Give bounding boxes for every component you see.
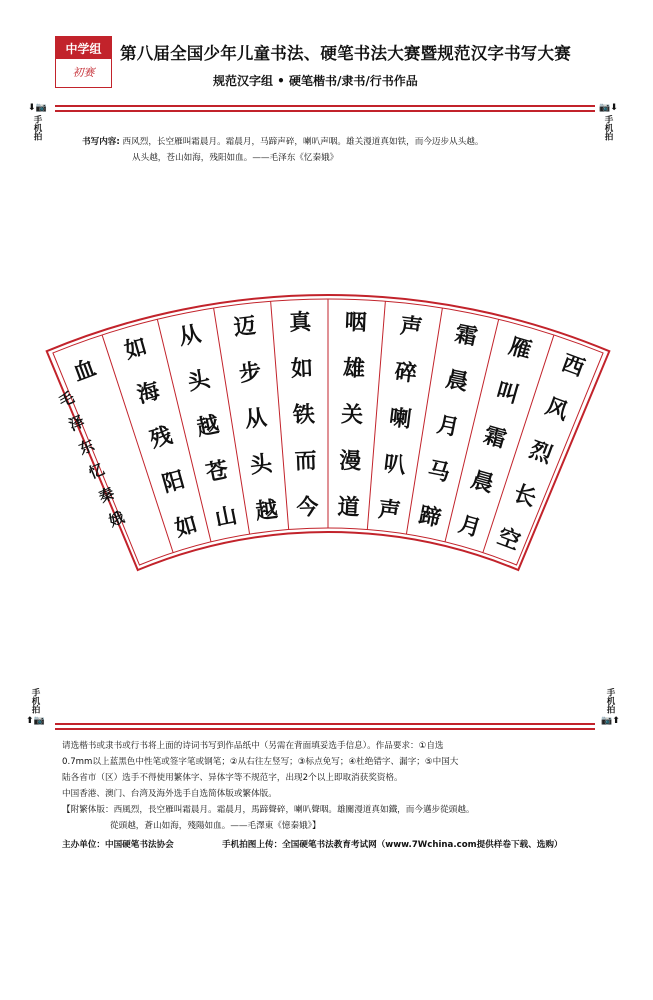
fan-character: 漫 <box>338 447 362 475</box>
badge-round-label: 初赛 <box>72 66 95 79</box>
fan-signature-character: 娥 <box>106 508 128 531</box>
fan-character: 今 <box>295 493 320 521</box>
fan-character: 苍 <box>203 456 231 487</box>
badge-group-label: 中学组 <box>56 37 111 59</box>
fan-character: 声 <box>376 496 402 525</box>
fan-character: 头 <box>248 450 274 479</box>
fan-character: 血 <box>69 354 100 387</box>
content-line-2: 从头越，苍山如海，残阳如血。——毛泽东《忆秦娥》 <box>132 153 339 163</box>
phone-shoot-label: 手机拍 <box>605 688 615 714</box>
fan-character: 喇 <box>387 404 413 433</box>
fan-signature-character: 忆 <box>86 460 108 483</box>
fan-signature-character: 东 <box>76 436 98 459</box>
fan-character: 蹄 <box>416 502 444 532</box>
fan-character: 叫 <box>493 377 522 409</box>
fan-character: 越 <box>194 411 222 442</box>
fan-character: 雁 <box>506 333 535 365</box>
fan-character: 铁 <box>292 401 316 429</box>
fan-character: 晨 <box>468 466 497 498</box>
fan-character: 海 <box>134 377 163 409</box>
content-line-1: 西风烈，长空雁叫霜晨月。霜晨月，马蹄声碎，喇叭声咽。雄关漫道真如铁，而今迈步从头越。 <box>122 137 484 147</box>
fan-character: 关 <box>340 401 364 429</box>
fan-character: 越 <box>254 496 280 525</box>
fan-character: 道 <box>336 493 361 521</box>
fan-character: 而 <box>294 447 318 475</box>
organizer: 主办单位：中国硬笔书法协会 <box>62 840 174 850</box>
fan-character: 雄 <box>342 355 366 383</box>
upload-camera-icon: ⬆📷 <box>26 715 45 726</box>
fan-character: 空 <box>493 523 524 556</box>
fan-character: 碎 <box>393 358 419 388</box>
fan-signature-character: 泽 <box>66 412 88 435</box>
fan-character: 声 <box>398 312 424 342</box>
writing-content <box>82 134 582 166</box>
camera-upload-icon: 📷⬆ <box>601 715 620 726</box>
fan-character: 晨 <box>443 366 471 396</box>
camera-download-icon: 📷⬇ <box>599 103 618 113</box>
fan-character: 阳 <box>159 466 188 498</box>
bottom-divider <box>55 723 595 730</box>
instructions-line-3: 陆各省市（区）选手不得使用繁体字、异体字等不规范字，出现2个以上即取消获奖资格。 <box>62 773 403 783</box>
fan-character: 迈 <box>232 312 258 342</box>
phone-shoot-label: 手机拍 <box>603 115 613 141</box>
traditional-version-line-1: 【附繁体版：西風烈，長空雁叫霜晨月。霜晨月，馬蹄聲碎，喇叭聲咽。雄關漫道真如鐵，而今邁步從頭越。 <box>62 805 475 815</box>
phone-shoot-label: 手机拍 <box>30 688 40 714</box>
page-subtitle: 规范汉字组 • 硬笔楷书/隶书/行书作品 <box>213 74 418 88</box>
fan-signature-character: 毛 <box>56 388 78 411</box>
fan-character: 西 <box>558 349 588 382</box>
instructions-line-2: 0.7mm以上蓝黑色中性笔或签字笔或钢笔；②从右往左竖写；③标点免写；④杜绝错字、漏字；⑤中国大 <box>62 757 459 767</box>
fan-character: 霜 <box>480 422 510 454</box>
fan-character: 从 <box>243 404 269 433</box>
fan-character: 长 <box>509 480 540 513</box>
upload-info: 手机拍图上传：全国硬笔书法教育考试网（www.7Wchina.com提供样卷下载、选购） <box>222 840 563 850</box>
page-title: 第八届全国少年儿童书法、硬笔书法大赛暨规范汉字书写大赛 <box>120 44 571 63</box>
fan-character: 马 <box>425 456 453 487</box>
download-camera-icon: ⬇📷 <box>28 103 47 113</box>
fan-character: 真 <box>288 309 312 336</box>
fan-character: 风 <box>542 393 572 426</box>
top-divider <box>55 105 595 112</box>
fan-character: 如 <box>121 333 150 365</box>
fan-character: 月 <box>434 411 462 442</box>
group-badge <box>55 36 112 88</box>
fan-character: 月 <box>455 511 484 543</box>
fan-calligraphy-sample <box>38 282 618 558</box>
fan-character: 从 <box>176 320 204 351</box>
left-camera-marker-top <box>28 103 46 141</box>
fan-character: 如 <box>172 511 201 543</box>
fan-character: 霜 <box>452 320 480 351</box>
fan-character: 如 <box>290 355 314 383</box>
fan-divider-line <box>367 301 385 529</box>
content-label: 书写内容: <box>82 137 120 147</box>
instructions <box>62 738 602 834</box>
fan-character: 烈 <box>526 436 556 469</box>
fan-signature-character: 秦 <box>96 484 118 507</box>
fan-character: 山 <box>212 502 240 532</box>
right-camera-marker-top <box>599 103 617 141</box>
traditional-version-line-2: 從頭越，蒼山如海，殘陽如血。——毛澤東《憶秦娥》】 <box>110 821 321 831</box>
instructions-line-4: 中国香港、澳门、台湾及海外选手自选简体版或繁体版。 <box>62 789 277 799</box>
fan-character: 步 <box>237 358 263 388</box>
right-camera-marker-bottom <box>601 688 619 726</box>
phone-shoot-label: 手机拍 <box>32 115 42 141</box>
instructions-line-1: 请选楷书或隶书或行书将上面的诗词书写到作品纸中（另需在背面填妥选手信息）。作品要求：①自选 <box>62 741 444 751</box>
left-camera-marker-bottom <box>26 688 44 726</box>
fan-column-text <box>56 309 588 555</box>
fan-character: 残 <box>146 422 176 454</box>
fan-divider-line <box>271 301 289 529</box>
fan-character: 咽 <box>344 309 368 336</box>
fan-character: 头 <box>185 366 213 396</box>
fan-character: 叭 <box>382 450 408 479</box>
